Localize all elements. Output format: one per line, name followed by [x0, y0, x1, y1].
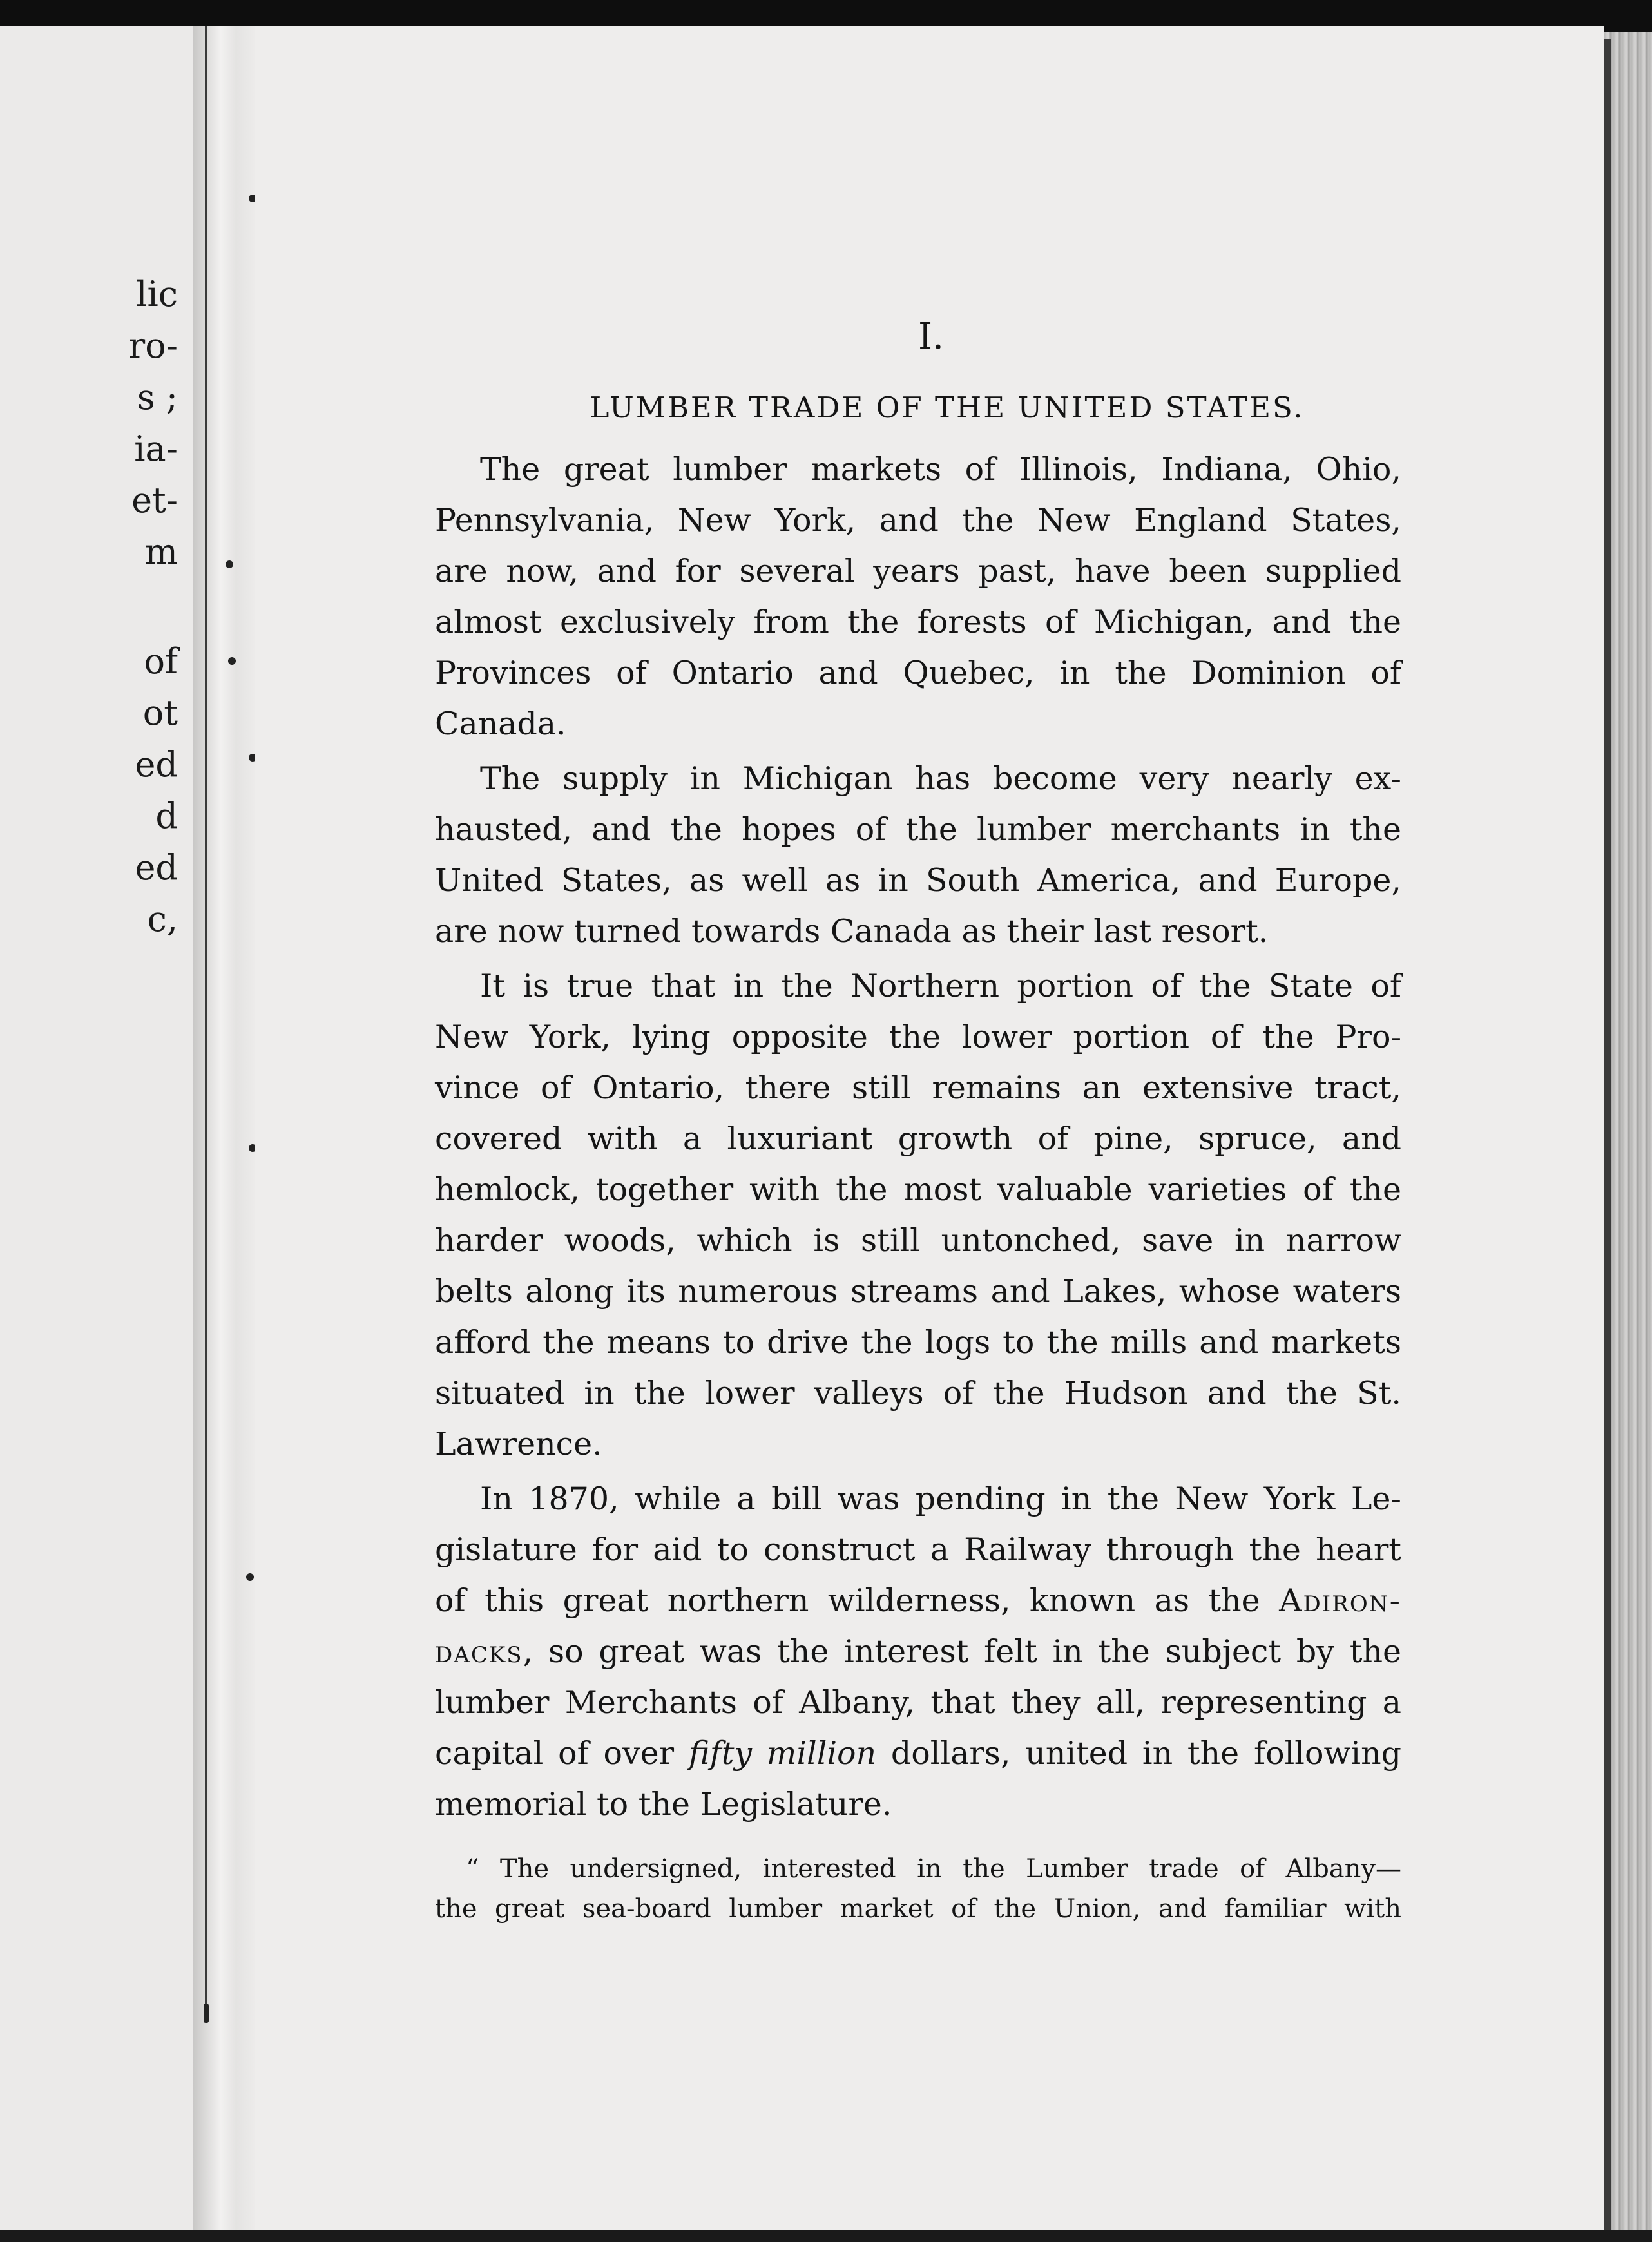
left-page-fragment: lic: [136, 274, 178, 314]
text-line: lumber Merchants of Albany, that they all, representing a: [435, 1684, 1401, 1721]
text-line: are now turned towards Canada as their last resort.: [435, 913, 1269, 950]
binding-hole-mark: [204, 2004, 209, 2023]
text-line: [435, 1626, 1401, 1677]
text-line: gislature for aid to construct a Railway through the heart: [435, 1531, 1401, 1568]
text-segment: dollars, united in the following: [876, 1735, 1401, 1772]
left-page-fragment: m: [144, 532, 178, 572]
text-line: New York, lying opposite the lower portion of the Pro-: [435, 1019, 1401, 1055]
text-segment: of this great northern wilderness, known as the: [435, 1582, 1260, 1619]
chapter-numeral: I.: [918, 316, 944, 358]
text-line: hemlock, together with the most valuable varieties of the: [435, 1171, 1401, 1208]
paragraph: [435, 753, 1401, 957]
text-line: [435, 1575, 1401, 1626]
gutter-shadow-line: [205, 26, 207, 2017]
binding-hole-mark: [226, 560, 233, 568]
text-line: It is true that in the Northern portion of the State of: [480, 968, 1401, 1004]
text-line: afford the means to drive the logs to the mills and markets: [435, 1324, 1401, 1361]
binding-hole-mark: [228, 657, 236, 665]
left-page-fragment: ro-: [128, 325, 178, 366]
text-line: Lawrence.: [435, 1426, 602, 1462]
page-stack-edge: [1604, 32, 1652, 2242]
text-line: United States, as well as in South America, and Europe,: [435, 862, 1401, 899]
text-segment: capital of over: [435, 1735, 689, 1772]
text-line: Provinces of Ontario and Quebec, in the Dominion of: [435, 655, 1401, 691]
adirondacks-smallcaps: dacks: [435, 1633, 523, 1670]
text-line: In 1870, while a bill was pending in the New York Le-: [480, 1480, 1401, 1517]
paragraph: [435, 961, 1401, 1470]
text-line: Canada.: [435, 705, 566, 742]
text-segment: , so great was the interest felt in the subject by the: [523, 1633, 1401, 1670]
left-page-fragment: ot: [142, 693, 178, 733]
text-line: are now, and for several years past, have been supplied: [435, 553, 1401, 589]
text-line: Pennsylvania, New York, and the New England States,: [435, 502, 1401, 539]
left-page-fragment: ia-: [134, 428, 178, 469]
quote-line: “ The undersigned, interested in the Lumber trade of Albany—: [466, 1854, 1401, 1884]
left-page-fragment: s ;: [137, 377, 178, 417]
text-line: hausted, and the hopes of the lumber merchants in the: [435, 811, 1401, 848]
text-line: vince of Ontario, there still remains an extensive tract,: [435, 1069, 1401, 1106]
left-page-fragment: ed: [135, 744, 178, 785]
quote-line: the great sea-board lumber market of the Union, and familiar with: [435, 1894, 1401, 1924]
italic-emphasis: fifty million: [688, 1735, 877, 1772]
binding-hole-mark: [246, 1573, 254, 1581]
paragraph: [435, 444, 1401, 749]
text-line: almost exclusively from the forests of Michigan, and the: [435, 604, 1401, 640]
left-page-fragment: et-: [131, 480, 178, 521]
memorial-quote: [435, 1849, 1401, 1929]
text-line: The supply in Michigan has become very nearly ex-: [480, 760, 1401, 797]
left-page-fragment: d: [155, 796, 178, 836]
book-gutter: [193, 26, 255, 2242]
scan-bottom-border: [0, 2230, 1652, 2242]
paragraph: [435, 1473, 1401, 1830]
left-page-fragment: c,: [147, 899, 178, 939]
text-line: memorial to the Legislature.: [435, 1786, 892, 1823]
text-line: The great lumber markets of Illinois, Indiana, Ohio,: [480, 451, 1401, 488]
left-page-fragment: ed: [135, 847, 178, 888]
page-edge-shadow: [1604, 39, 1611, 2242]
left-page-fragment: of: [144, 641, 178, 682]
chapter-title: LUMBER TRADE OF THE UNITED STATES.: [590, 390, 1305, 425]
page-body: [435, 316, 1401, 1929]
text-line: covered with a luxuriant growth of pine, spruce, and: [435, 1120, 1401, 1157]
text-line: belts along its numerous streams and Lakes, whose waters: [435, 1273, 1401, 1310]
adirondacks-smallcaps: Adiron-: [1279, 1582, 1401, 1619]
text-line: situated in the lower valleys of the Hudson and the St.: [435, 1375, 1401, 1412]
text-line: harder woods, which is still untonched, save in narrow: [435, 1222, 1401, 1259]
text-line: [435, 1728, 1401, 1779]
left-page: [0, 26, 193, 2242]
